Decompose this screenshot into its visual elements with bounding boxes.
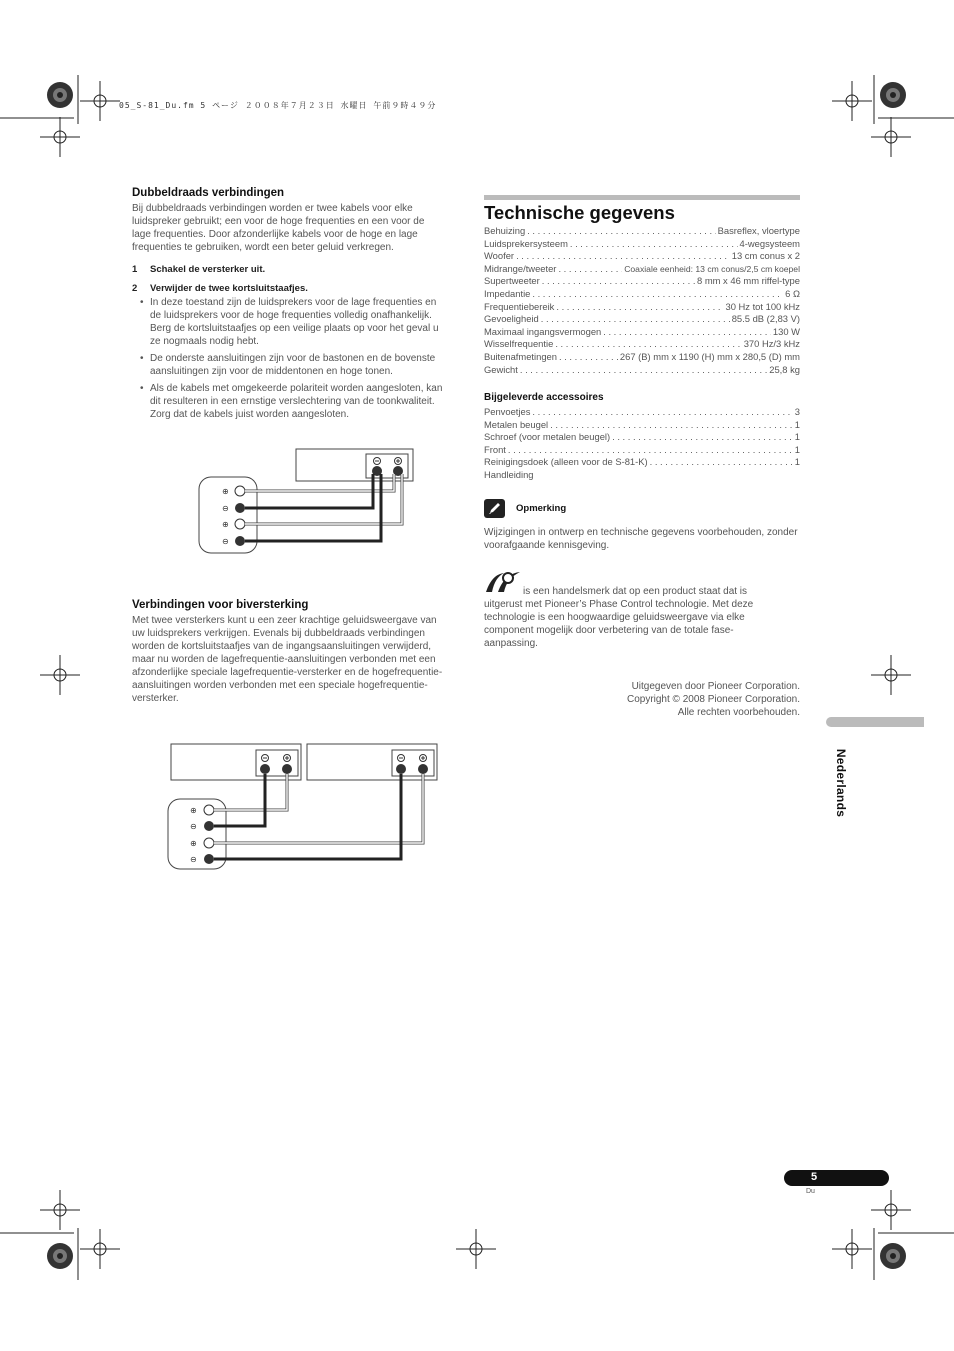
svg-text:⊕: ⊕ xyxy=(190,839,197,848)
spec-row: Buitenafmetingen . . . 267 (B) mm x 1190 (H) mm x 280,5 (D) mm xyxy=(484,351,800,364)
list-item: Handleiding xyxy=(484,468,534,480)
spec-row: Wisselfrequentie . . . 370 Hz/3 kHz xyxy=(484,338,800,351)
svg-text:⊕: ⊕ xyxy=(222,487,229,496)
svg-text:⊖: ⊖ xyxy=(222,504,229,513)
phase-control-text: is een handelsmerk dat op een product staat dat is uitgerust met Pioneer’s Phase Control technologie. Met deze technologie is een hoogwaardige geluidsweergave via elke component mogelijk door verbetering van de totale fase-aanpassing. xyxy=(484,586,754,649)
step-2: 2 Verwijder de twee kortsluitstaafjes. xyxy=(132,283,308,294)
svg-text:⊕: ⊕ xyxy=(222,520,229,529)
spec-row: Luidsprekersysteem . . . 4-wegsysteem xyxy=(484,238,800,251)
list-item: • De onderste aansluitingen zijn voor de bastonen en de bovenste aansluitingen zijn voor de middentonen en hoge tonen. xyxy=(132,352,446,378)
accessories-list xyxy=(484,406,800,482)
bi-wiring-diagram xyxy=(196,448,436,558)
spec-row: Impedantie . . . 6 Ω xyxy=(484,288,800,301)
spec-row: Behuizing . . . Basreflex, vloertype xyxy=(484,225,800,238)
list-item: • Als de kabels met omgekeerde polariteit worden aangesloten, kan dit resulteren in een ernstige verslechtering van de toonkwaliteit. Zorg dat de kabels juist worden aangesloten. xyxy=(132,382,446,421)
spec-row: Gevoeligheid . . . 85.5 dB (2,83 V) xyxy=(484,313,800,326)
bi-amp-diagram xyxy=(166,742,441,872)
note-label: Opmerking xyxy=(516,503,567,514)
svg-text:⊕: ⊕ xyxy=(190,806,197,815)
list-item: Reinigingsdoek (alleen voor de S-81-K) . . . 1 xyxy=(484,456,800,469)
svg-text:⊖: ⊖ xyxy=(190,822,197,831)
note-text: Wijzigingen in ontwerp en technische gegevens voorbehouden, zonder voorafgaande kennisgeving. xyxy=(484,527,798,551)
file-header: 05_S-81_Du.fm 5 ページ ２００８年７月２３日 水曜日 午前９時４９分 xyxy=(119,101,437,110)
bi-amp-section xyxy=(132,599,446,705)
list-item: Front . . . 1 xyxy=(484,444,800,457)
spec-row: Maximaal ingangsvermogen . . . 130 W xyxy=(484,326,800,339)
note-pencil-icon xyxy=(484,499,505,518)
language-tab xyxy=(826,717,924,727)
svg-text:⊖: ⊖ xyxy=(190,855,197,864)
language-label: Nederlands xyxy=(834,748,848,818)
list-item: Penvoetjes . . . 3 xyxy=(484,406,800,419)
spec-row: Midrange/tweeter . . . Coaxiale eenheid: 13 cm conus/2,5 cm koepel xyxy=(484,263,800,276)
spec-row: Woofer . . . 13 cm conus x 2 xyxy=(484,250,800,263)
list-item: • In deze toestand zijn de luidsprekers voor de lage frequenties en de luidsprekers voor de hoge frequenties volledig onafhankelijk. Berg de kortsluitstaafjes op een veilige plaats op voor het geval u ze nogmaals nodig hebt. xyxy=(132,296,446,348)
bi-wiring-bullets xyxy=(132,296,446,421)
list-item: Metalen beugel . . . 1 xyxy=(484,419,800,432)
bi-wiring-heading: Dubbeldraads verbindingen xyxy=(132,187,285,199)
page-title: Technische gegevens xyxy=(484,202,675,223)
title-bar xyxy=(484,195,800,200)
spec-row: Gewicht . . . 25,8 kg xyxy=(484,364,800,377)
step-1: 1 Schakel de versterker uit. xyxy=(132,264,266,275)
bi-wiring-section xyxy=(132,187,446,425)
bi-wiring-intro: Bij dubbeldraads verbindingen worden er twee kabels voor elke luidspreker gebruikt; een voor de hoge frequenties en een voor de lage frequenties. Door afzonderlijke kabels voor de hoge en lage frequenties te gebruiken, wordt een beter geluid verkregen. xyxy=(132,203,425,253)
spec-list xyxy=(484,225,800,376)
page-number: 5 xyxy=(810,1171,818,1183)
spec-row: Supertweeter . . . 8 mm x 46 mm riffel-type xyxy=(484,275,800,288)
list-item: Schroef (voor metalen beugel) . . . 1 xyxy=(484,431,800,444)
page-language-code: Du xyxy=(806,1188,815,1195)
publisher-block: Uitgegeven door Pioneer Corporation. Copyright © 2008 Pioneer Corporation. Alle rechten voorbehouden. xyxy=(626,681,800,718)
svg-text:⊖: ⊖ xyxy=(222,537,229,546)
spec-row: Frequentiebereik . . . 30 Hz tot 100 kHz xyxy=(484,301,800,314)
accessories-heading: Bijgeleverde accessoires xyxy=(484,392,604,403)
bi-amp-heading: Verbindingen voor biversterking xyxy=(132,599,309,611)
bi-amp-text: Met twee versterkers kunt u een zeer krachtige geluidsweergave van uw luidsprekers verkrijgen. Evenals bij dubbeldraads verbindingen worden de kortsluitstaafjes van de ingangsaansluitingen verwijderd, maar nu worden de lagefrequentie-aansluitingen verbonden met een afzonderlijke speciale lagefrequentie-versterker en de hogefrequentie-aansluitingen worden verbonden met een speciale hogefrequentie-versterker. xyxy=(132,615,443,704)
